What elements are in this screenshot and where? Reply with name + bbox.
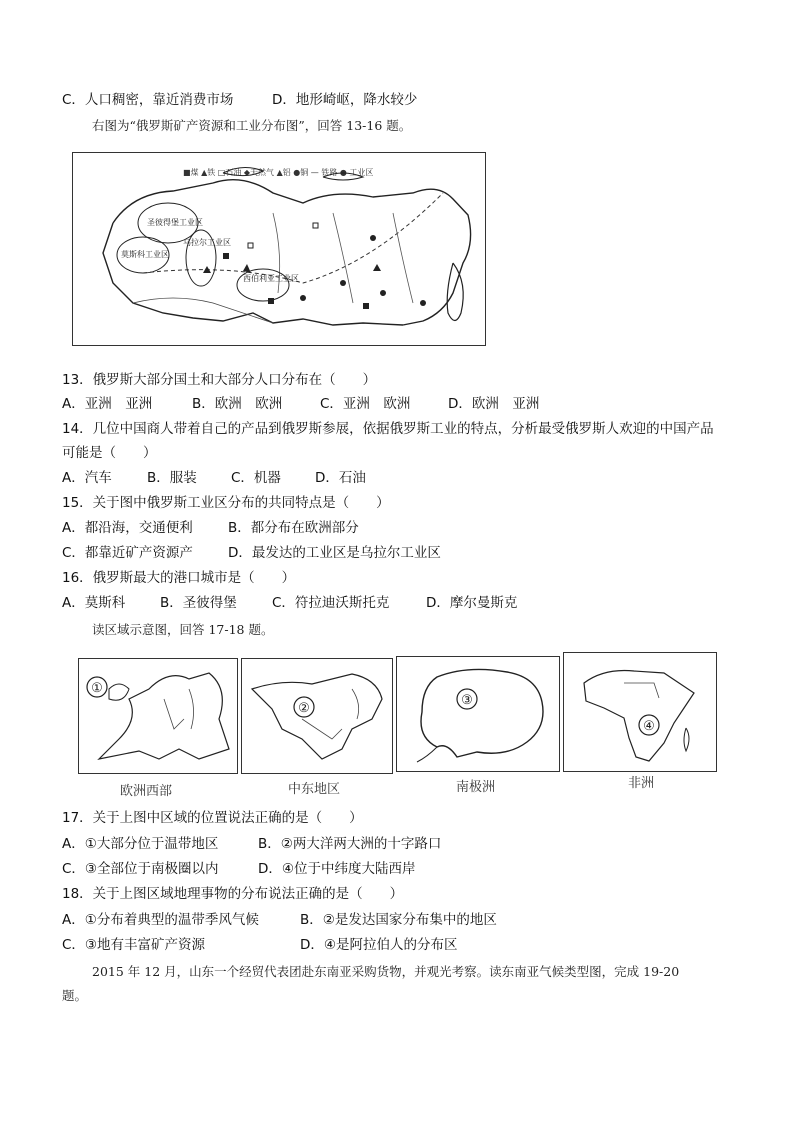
q18-option-b: B．②是发达国家分布集中的地区 xyxy=(300,912,497,928)
q14-option-d: D．石油 xyxy=(315,470,366,486)
q13-option-b: B．欧洲 欧洲 xyxy=(192,396,283,412)
region-mark-3: ③ xyxy=(461,693,473,708)
region-map-middle-east xyxy=(241,658,393,774)
q14-option-a: A．汽车 xyxy=(62,470,112,486)
region-caption-middle-east: 中东地区 xyxy=(288,782,341,797)
label-ural: 乌拉尔工业区 xyxy=(183,238,231,247)
q14-stem-line1: 14．几位中国商人带着自己的产品到俄罗斯参展，依据俄罗斯工业的特点，分析最受俄罗斯人欢迎的中国产品 xyxy=(62,421,714,437)
intro-13-16: 右图为“俄罗斯矿产资源和工业分布图”，回答 13-16 题。 xyxy=(92,118,412,133)
region-caption-antarctica: 南极洲 xyxy=(456,780,496,795)
q18-option-c: C．③地有丰富矿产资源 xyxy=(62,937,206,953)
q13-option-c: C．亚洲 欧洲 xyxy=(320,396,411,412)
q15-stem: 15．关于图中俄罗斯工业区分布的共同特点是（ ） xyxy=(62,495,390,511)
region-map-west-europe xyxy=(78,658,238,774)
region-mark-4: ④ xyxy=(643,719,655,734)
q17-option-d: D．④位于中纬度大陆西岸 xyxy=(258,861,416,877)
q16-option-d: D．摩尔曼斯克 xyxy=(426,595,518,611)
region-mark-1: ① xyxy=(91,681,103,696)
region-map-antarctica xyxy=(396,656,560,772)
q15-options-row2 xyxy=(62,543,441,563)
q17-options-row1 xyxy=(62,834,441,854)
q13-stem: 13．俄罗斯大部分国土和大部分人口分布在（ ） xyxy=(62,372,377,388)
q14-option-c: C．机器 xyxy=(231,470,281,486)
region-caption-africa: 非洲 xyxy=(628,776,655,791)
intro-19-20-line2: 题。 xyxy=(62,988,88,1003)
q15-option-b: B．都分布在欧洲部分 xyxy=(228,520,359,536)
prev-option-c: C．人口稠密，靠近消费市场 xyxy=(62,92,234,108)
q17-option-a: A．①大部分位于温带地区 xyxy=(62,836,219,852)
intro-17-18: 读区域示意图，回答 17-18 题。 xyxy=(92,622,274,637)
q17-option-b: B．②两大洋两大洲的十字路口 xyxy=(258,836,442,852)
q14-options xyxy=(62,468,366,488)
q15-option-c: C．都靠近矿产资源产 xyxy=(62,545,193,561)
q13-option-d: D．欧洲 亚洲 xyxy=(448,396,540,412)
q17-option-c: C．③全部位于南极圈以内 xyxy=(62,861,219,877)
prev-option-d: D．地形崎岖，降水较少 xyxy=(272,92,418,108)
q18-option-d: D．④是阿拉伯人的分布区 xyxy=(300,937,458,953)
q16-option-a: A．莫斯科 xyxy=(62,595,126,611)
q18-options-row1 xyxy=(62,910,497,930)
q16-option-c: C．符拉迪沃斯托克 xyxy=(272,595,390,611)
russia-map xyxy=(72,152,486,346)
q15-option-d: D．最发达的工业区是乌拉尔工业区 xyxy=(228,545,441,561)
q17-options-row2 xyxy=(62,859,416,879)
q16-options xyxy=(62,593,517,613)
q16-stem: 16．俄罗斯最大的港口城市是（ ） xyxy=(62,570,296,586)
q18-option-a: A．①分布着典型的温带季风气候 xyxy=(62,912,259,928)
q16-option-b: B．圣彼得堡 xyxy=(160,595,237,611)
q13-option-a: A．亚洲 亚洲 xyxy=(62,396,153,412)
label-kuzbass: 西伯利亚工业区 xyxy=(243,274,299,283)
q15-option-a: A．都沿海，交通便利 xyxy=(62,520,193,536)
q13-options xyxy=(62,394,539,414)
region-map-africa xyxy=(563,652,717,772)
q18-stem: 18．关于上图区域地理事物的分布说法正确的是（ ） xyxy=(62,886,404,902)
q17-stem: 17．关于上图中区域的位置说法正确的是（ ） xyxy=(62,810,363,826)
intro-19-20-line1: 2015 年 12 月，山东一个经贸代表团赴东南亚采购货物，并观光考察。读东南亚气候类型图，完成 19-20 xyxy=(92,964,680,979)
label-moscow: 莫斯科工业区 xyxy=(121,250,169,259)
map-legend: ■煤 ▲铁 □石油 ◆天然气 ▲铝 ●铜 — 铁路 ● 工业区 xyxy=(183,168,374,177)
q14-option-b: B．服装 xyxy=(147,470,197,486)
russia-map-drawing xyxy=(73,153,485,345)
q14-stem-line2: 可能是（ ） xyxy=(62,445,157,461)
q15-options-row1 xyxy=(62,518,359,538)
q18-options-row2 xyxy=(62,935,458,955)
label-st-petersburg: 圣彼得堡工业区 xyxy=(147,218,203,227)
region-caption-west-europe: 欧洲西部 xyxy=(120,784,173,799)
region-mark-2: ② xyxy=(298,701,310,716)
